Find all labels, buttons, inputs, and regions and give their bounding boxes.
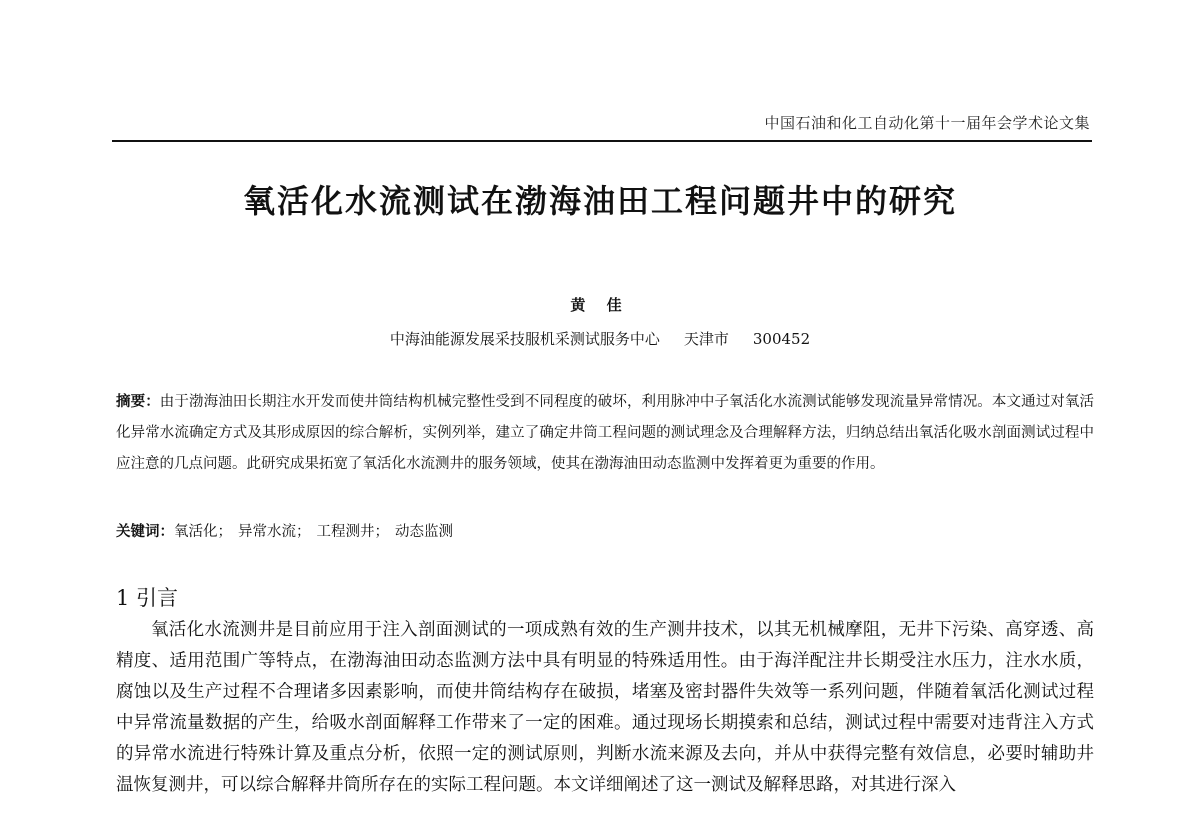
- keyword-item: 氧活化；: [174, 524, 232, 540]
- keyword-item: 异常水流；: [238, 524, 311, 540]
- body-paragraph: 氧活化水流测井是目前应用于注入剖面测试的一项成熟有效的生产测井技术，以其无机械摩阻，无井下污染、高穿透、高精度、适用范围广等特点，在渤海油田动态监测方法中具有明显的特殊适用性。由于海洋配注井长期受注水压力，注水水质，腐蚀以及生产过程不合理诸多因素影响，而使井筒结构存在破损，堵塞及密封器件失效等一系列问题，伴随着氧活化测试过程中异常流量数据的产生，给吸水剖面解释工作带来了一定的困难。通过现场长期摸索和总结，测试过程中需要对违背注入方式的异常水流进行特殊计算及重点分析，依照一定的测试原则，判断水流来源及去向，并从中获得完整有效信息，必要时辅助井温恢复测井，可以综合解释井筒所存在的实际工程问题。本文详细阐述了这一测试及解释思路，对其进行深入: [116, 620, 1094, 795]
- keyword-item: 工程测井；: [316, 524, 389, 540]
- author-name: 黄 佳: [570, 296, 630, 314]
- abstract-label: 摘要：: [116, 393, 160, 410]
- abstract: [116, 386, 1094, 480]
- keyword-item: 动态监测: [395, 524, 453, 540]
- section-heading-introduction: 1 引言: [116, 586, 179, 610]
- abstract-text: 由于渤海油田长期注水开发而使井筒结构机械完整性受到不同程度的破坏，利用脉冲中子氧活化水流测试能够发现流量异常情况。本文通过对氧活化异常水流确定方式及其形成原因的综合解析，实例列举，建立了确定井筒工程问题的测试理念及合理解释方法，归纳总结出氧活化吸水剖面测试过程中应注意的几点问题。此研究成果拓宽了氧活化水流测井的服务领域，使其在渤海油田动态监测中发挥着更为重要的作用。: [116, 394, 1094, 472]
- affiliation: [0, 328, 1200, 349]
- running-header: 中国石油和化工自动化第十一届年会学术论文集: [764, 114, 1090, 132]
- keywords-label: 关键词：: [116, 523, 174, 540]
- affiliation-org: 中海油能源发展采技服机采测试服务中心: [389, 330, 660, 348]
- affiliation-city: 天津市: [683, 330, 729, 348]
- keywords: [116, 519, 1094, 545]
- affiliation-postcode: 300452: [752, 330, 811, 348]
- header-rule: [112, 140, 1092, 142]
- paper-title: 氧活化水流测试在渤海油田工程问题井中的研究: [242, 182, 957, 220]
